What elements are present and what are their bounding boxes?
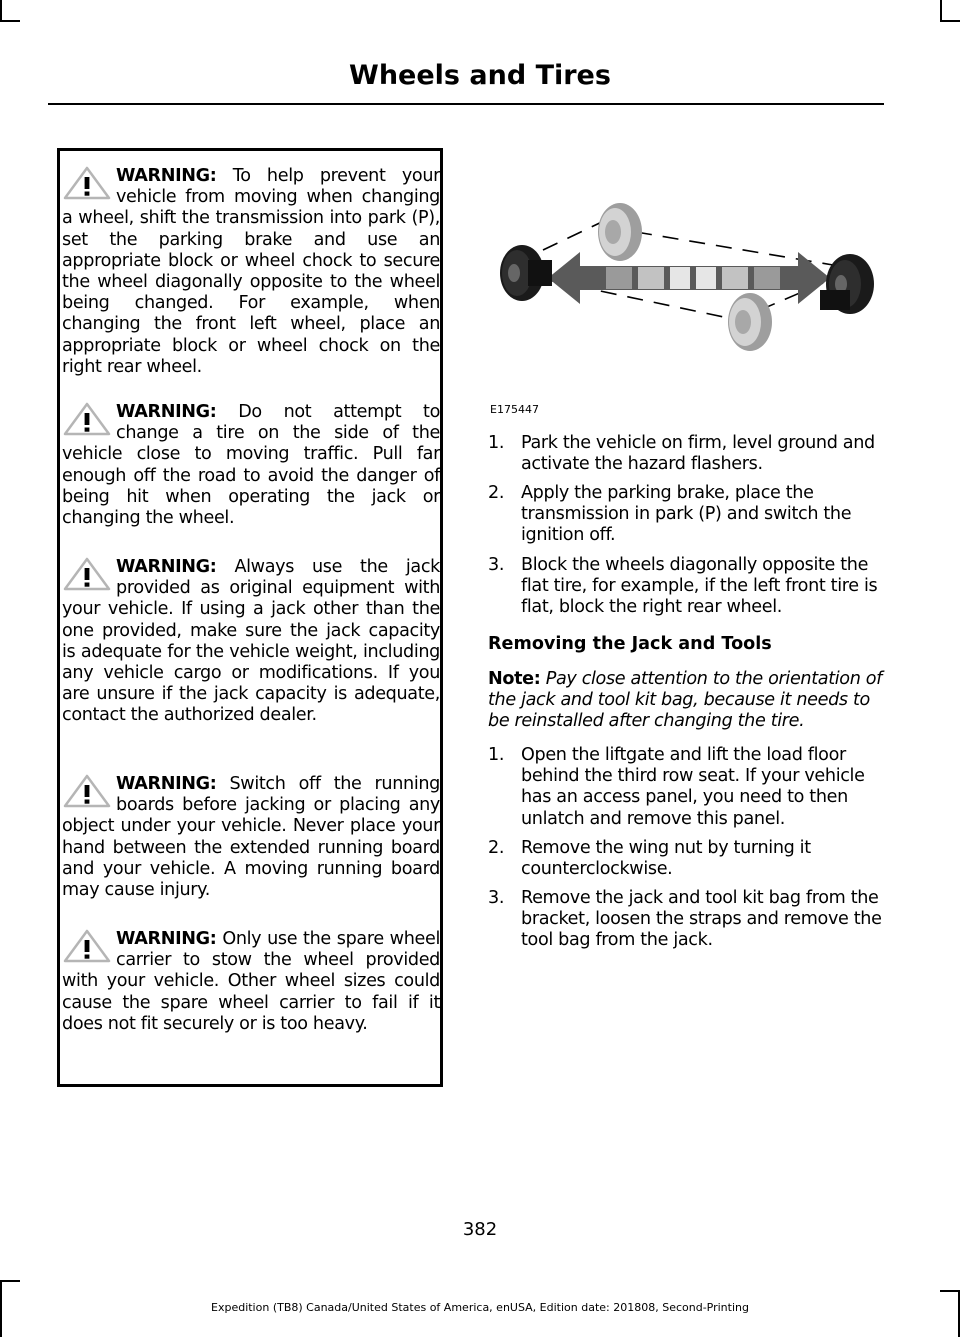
chocked-wheel-right-icon [820,254,874,314]
chocked-wheel-left-icon [500,245,552,301]
step-text: Open the liftgate and lift the load floor behind the third row seat. If your vehicle has an access panel, you need to then unlatch and remove this panel. [521,745,865,829]
note-text: Pay close attention to the orientation of the jack and tool kit bag, because it needs to be reinstalled after changing the tire. [488,669,883,732]
warning-triangle-icon [62,166,112,200]
warning-block [62,166,440,378]
direction-arrow [548,252,830,304]
warning-triangle-icon [62,774,112,808]
warning-text: Always use the jack provided as original equipment with your vehicle. If using a jack other than the one provided, make sure the jack capacity is adequate for the vehicle weight, including any vehicle cargo or modifications. If you are unsure if the jack capacity is adequate, contact the authorized dealer. [62,557,440,726]
list-item [488,745,883,830]
crop-mark [940,0,942,20]
step-text: Remove the wing nut by turning it counterclockwise. [521,838,811,880]
step-text: Park the vehicle on firm, level ground and activate the hazard flashers. [521,433,875,475]
warning-text: Only use the spare wheel carrier to stow the wheel provided with your vehicle. Other wheel sizes could cause the spare wheel carrier to fail if it does not fit securely or is too heavy. [62,929,440,1034]
warning-block [62,557,440,727]
step-text: Remove the jack and tool kit bag from the bracket, loosen the straps and remove the tool bag from the jack. [521,888,882,951]
step-number: 3. [488,888,505,908]
warning-label: WARNING: [116,774,217,794]
warning-label: WARNING: [116,402,217,422]
wheel-top-icon [598,203,642,261]
step-number: 2. [488,483,505,503]
warning-text: Do not attempt to change a tire on the side of the vehicle close to moving traffic. Pull far enough off the road to avoid the danger of being hit when operating the jack or changing the wheel. [62,402,440,529]
warning-block [62,929,440,1035]
wheel-chock-diagram [488,180,884,390]
step-text: Apply the parking brake, place the transmission in park (P) and switch the ignition off. [521,483,852,546]
list-item [488,838,883,880]
wheel-bottom-icon [728,293,772,351]
footer-text: Expedition (TB8) Canada/United States of America, enUSA, Edition date: 201808, Second-Printing [211,1301,749,1314]
figure-code: E175447 [490,403,539,416]
warning-text: To help prevent your vehicle from moving when changing a wheel, shift the transmission into park (P), set the parking brake and use an appropriate block or wheel chock to secure the wheel diagonally opposite to the wheel being changed. For example, when changing the front left wheel, place an appropriate block or wheel chock on the right rear wheel. [62,166,441,377]
crop-mark [0,20,20,22]
warning-block [62,402,440,529]
warning-triangle-icon [62,929,112,963]
page-number: 382 [462,1219,498,1240]
note-label: Note: [488,669,541,689]
warning-label: WARNING: [116,929,217,949]
crop-mark [0,0,2,20]
list-item [488,483,883,547]
warning-triangle-icon [62,557,112,591]
list-item [488,888,883,952]
crop-mark [0,1280,20,1282]
note-paragraph [488,669,883,733]
header-divider [48,103,884,105]
section-heading: Removing the Jack and Tools [488,634,772,654]
warning-label: WARNING: [116,166,217,186]
list-item [488,555,883,619]
step-number: 1. [488,433,505,453]
step-number: 1. [488,745,505,765]
warning-text: Switch off the running boards before jacking or placing any object under your vehicle. Never place your hand between the extended running board and your vehicle. A moving running board may cause injury. [62,774,440,901]
step-number: 2. [488,838,505,858]
warning-label: WARNING: [116,557,217,577]
warning-block [62,774,440,901]
crop-mark [940,1290,960,1292]
step-number: 3. [488,555,505,575]
step-text: Block the wheels diagonally opposite the flat tire, for example, if the left front tire is flat, block the right rear wheel. [521,555,878,618]
list-item [488,433,883,475]
warning-triangle-icon [62,402,112,436]
crop-mark [940,20,960,22]
page-title: Wheels and Tires [349,60,611,91]
